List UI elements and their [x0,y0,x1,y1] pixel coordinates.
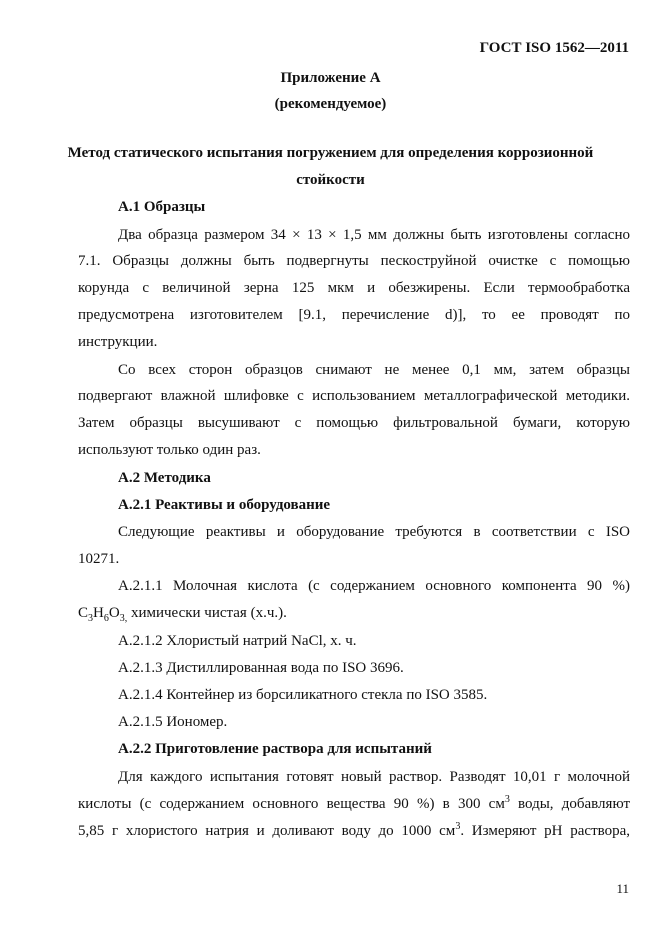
item-a2-1-1: А.2.1.1 Молочная кислота (с содержанием основного компонента 90 %) [118,578,630,594]
standard-number: ГОСТ ISO 1562—2011 [479,40,629,56]
appendix-note: (рекомендуемое) [274,96,387,112]
lactic-acid-formula: $C_3H_6O_{3,}$ химически чистая (х.ч.). [78,605,287,624]
paragraph-line: Следующие реактивы и оборудование требуются в соответствии с ISO [118,524,630,540]
paragraph-line: Со всех сторон образцов снимают не менее 0,1 мм, затем образцы [118,362,630,378]
paragraph-line: подвергают влажной шлифовке с использованием металлографической методики. [78,388,630,404]
item-a2-1-5: А.2.1.5 Иономер. [118,714,228,730]
appendix-title: Приложение А [280,70,381,86]
paragraph-line: кислоты (с содержанием основного вещества 90 %) в 300 $см^3$ воды, добавляют [78,794,631,812]
paragraph-line: 5,85 г хлористого натрия и доливают воду до 1000 $см^3$. Измеряют pH раствора, [78,821,631,839]
item-a2-1-2: А.2.1.2 Хлористый натрий NaCl, х. ч. [118,633,357,649]
subsection-a21-title: А.2.1 Реактивы и оборудование [118,497,331,513]
item-a2-1-4: А.2.1.4 Контейнер из борсиликатного стекла по ISO 3585. [118,687,488,703]
method-title-line-1: Метод статического испытания погружением для определения коррозионной [67,145,594,161]
item-a2-1-3: А.2.1.3 Дистиллированная вода по ISO 3696. [118,660,404,676]
paragraph-line: 7.1. Образцы должны быть подвергнуты пескоструйной очистке с помощью [78,253,630,269]
section-a2-title: А.2 Методика [118,470,211,486]
paragraph-line: Для каждого испытания готовят новый раствор. Разводят 10,01 г молочной [118,769,630,785]
paragraph-line: корунда с величиной зерна 125 мкм и обезжирены. Если термообработка [78,280,630,296]
page-number: 11 [616,881,629,896]
method-title-line-2: стойкости [296,172,365,188]
paragraph-line: 10271. [78,551,120,567]
section-a1-title: А.1 Образцы [118,199,206,215]
paragraph-line: инструкции. [78,334,158,350]
paragraph-line: Два образца размером 34 × 13 × 1,5 мм должны быть изготовлены согласно [118,227,630,243]
subsection-a22-title: А.2.2 Приготовление раствора для испытаний [118,741,432,757]
paragraph-line: предусмотрена изготовителем [9.1, перечисление d)], то ее проводят по [78,307,630,323]
paragraph-line: используют только один раз. [78,442,261,458]
paragraph-line: Затем образцы высушивают с помощью фильтровальной бумаги, которую [78,415,630,431]
